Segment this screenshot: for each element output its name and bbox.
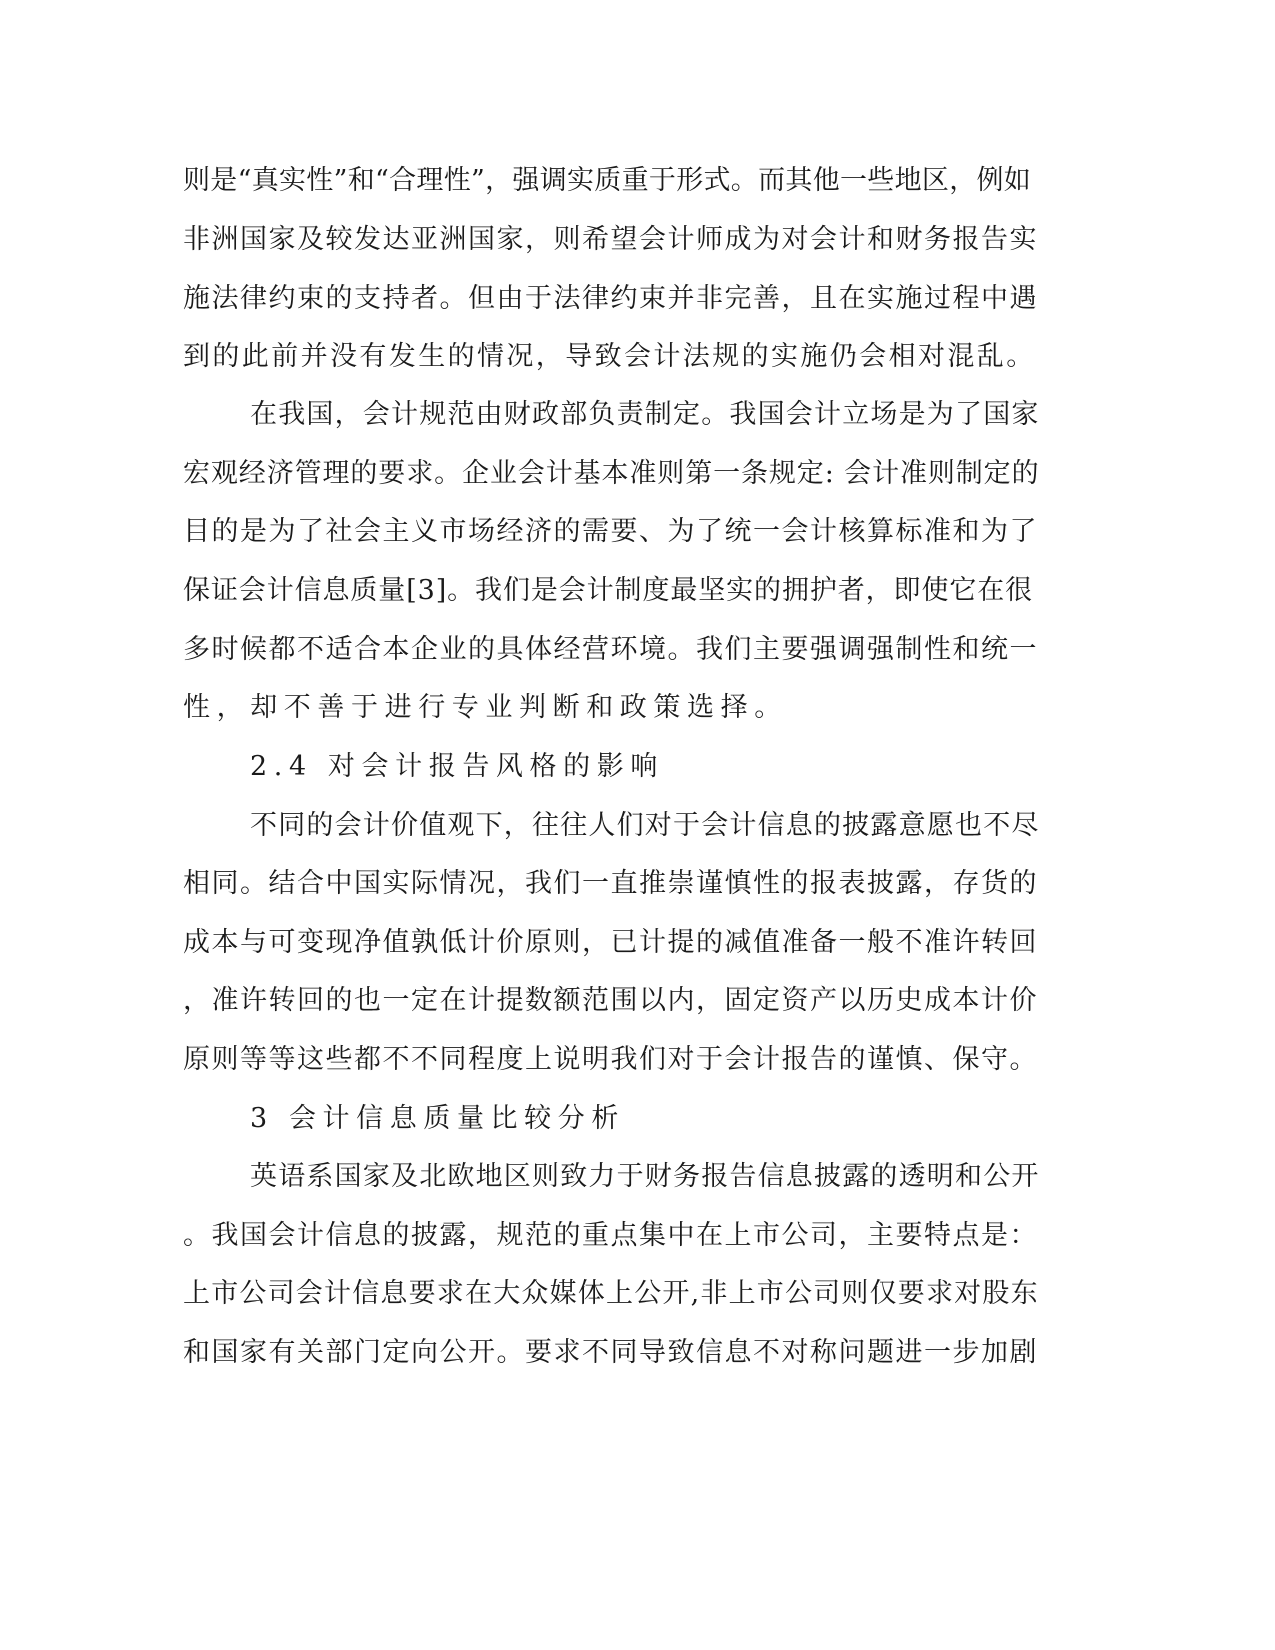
paragraph-line: 则是“真实性”和“合理性”，强调实质重于形式。而其他一些地区，例如 — [183, 165, 1032, 196]
paragraph-line: 目的是为了社会主义市场经济的需要、为了统一会计核算标准和为了 — [183, 516, 1038, 547]
paragraph-line: 原则等等这些都不不同程度上说明我们对于会计报告的谨慎、保守。 — [183, 1044, 1038, 1075]
paragraph-line: 宏观经济管理的要求。企业会计基本准则第一条规定: 会计准则制定的 — [183, 458, 1040, 489]
paragraph-line: 。我国会计信息的披露，规范的重点集中在上市公司，主要特点是： — [183, 1220, 1038, 1251]
paragraph-line: 施法律约束的支持者。但由于法律约束并非完善，且在实施过程中遇 — [183, 283, 1038, 314]
paragraph-line: 上市公司会计信息要求在大众媒体上公开,非上市公司则仅要求对股东 — [183, 1278, 1039, 1309]
paragraph-line: 不同的会计价值观下，往往人们对于会计信息的披露意愿也不尽 — [250, 810, 1040, 841]
paragraph-line: 在我国，会计规范由财政部负责制定。我国会计立场是为了国家 — [250, 399, 1040, 430]
paragraph-line: 到的此前并没有发生的情况，导致会计法规的实施仍会相对混乱。 — [183, 341, 1036, 372]
paragraph-line: 和国家有关部门定向公开。要求不同导致信息不对称问题进一步加剧 — [183, 1337, 1038, 1368]
paragraph-line: 相同。结合中国实际情况，我们一直推崇谨慎性的报表披露，存货的 — [183, 868, 1038, 899]
paragraph-line: 成本与可变现净值孰低计价原则，已计提的减值准备一般不准许转回 — [183, 927, 1038, 958]
paragraph-line: 英语系国家及北欧地区则致力于财务报告信息披露的透明和公开 — [250, 1161, 1040, 1192]
paragraph-line: 多时候都不适合本企业的具体经营环境。我们主要强调强制性和统一 — [183, 634, 1038, 665]
paragraph-line: 保证会计信息质量[3]。我们是会计制度最坚实的拥护者，即使它在很 — [183, 575, 1034, 606]
section-heading: 2.4 对会计报告风格的影响 — [250, 751, 664, 782]
paragraph-line: ，准许转回的也一定在计提数额范围以内，固定资产以历史成本计价 — [183, 985, 1038, 1016]
section-heading: 3 会计信息质量比较分析 — [250, 1103, 625, 1134]
paragraph-line: 非洲国家及较发达亚洲国家，则希望会计师成为对会计和财务报告实 — [183, 224, 1038, 255]
paragraph-line: 性，却不善于进行专业判断和政策选择。 — [183, 692, 788, 723]
